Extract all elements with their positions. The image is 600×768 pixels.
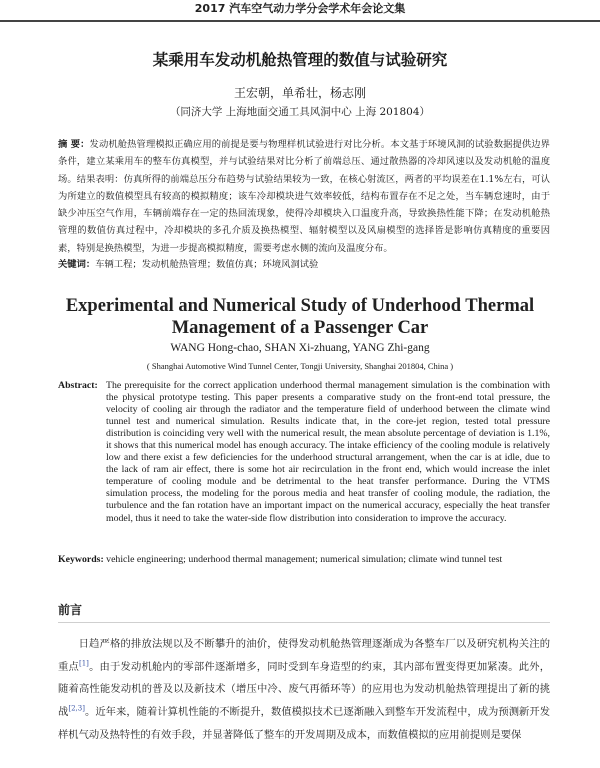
chinese-keywords-label: 关键词： [58,259,96,270]
english-abstract-label: Abstract: [58,380,98,391]
english-authors: WANG Hong-chao, SHAN Xi-zhuang, YANG Zhi-gang [170,342,430,354]
section-rule [58,622,550,623]
english-keywords-text: vehicle engineering; underhood thermal management; numerical simulation; climate wind tunnel test [106,554,503,565]
english-keywords-label: Keywords: [58,554,104,565]
english-affiliation: ( Shanghai Automotive Wind Tunnel Center, Tongji University, Shanghai 201804, China ) [146,361,454,371]
chinese-authors: 王宏朝，单希壮，杨志刚 [233,86,366,100]
section-heading-introduction: 前言 [58,603,83,617]
chinese-abstract-text: 发动机舱热管理模拟正确应用的前提是要与物理样机试验进行对比分析。本文基于环境风洞的试验数据提供边界条件，建立某乘用车的整车仿真模型，并与试验结果对比分析了前端总压、通过散热器的冷却风速以及发动机舱的温度场。结果表明：仿真所得的前端总压分布趋势与试验结果较为一致，在核心射流区，两者的平均误差在1.1%左右，可认为所建立的数值模型具有较高的模拟精度；该车冷却模块进气效率较低，结构布置存在不足之处，当车辆怠速时，由于缺少冲压空气作用，车辆前端存在一定的热回流现象，使得冷却模块入口温度升高，导致换热性能下降；在发动机舱热管理的数值仿真过程中，冷却模块的多孔介质及换热模型、辐射模型以及风扇模型的选择皆是影响仿真精度的重要因素，特别是换热模型，为进一步提高模拟精度，需要考虑水侧的流向及温度分布。 [58,139,550,254]
intro-text-part1: 日趋严格的排放法规以及不断攀升的油价，使得发动机舱热管理逐渐成为各整车厂以及研究机构关注的重点 [58,638,550,673]
intro-text-part3: 。近年来，随着计算机性能的不断提升，数值模拟技术已逐渐融入到整车开发流程中，成为预测新开发样机气动及热特性的有效手段，并显著降低了整车的开发周期及成本，而数值模拟的应用前提则是要保 [58,706,551,741]
chinese-abstract-label: 摘 要： [58,139,90,150]
english-keywords [58,554,550,566]
intro-text-part2: 。由于发动机舱内的零部件逐渐增多，同时受到车身造型的约束，其内部布置变得更加紧凑。此外，随着高性能发动机的普及以及新技术（增压中冷、废气再循环等）的应用也为发动机舱热管理提出了新的挑战 [58,660,551,719]
chinese-keywords [58,258,550,272]
introduction-paragraph [58,633,550,747]
english-abstract [58,380,550,525]
citation-link-2[interactable]: [2,3] [68,704,85,713]
citation-link-1[interactable]: [1] [78,659,89,668]
chinese-keywords-text: 车辆工程；发动机舱热管理；数值仿真；环境风洞试验 [95,259,319,270]
header-rule [0,20,600,22]
chinese-abstract [58,136,550,257]
english-abstract-text: The prerequisite for the correct application underhood thermal management simulation is the combination with the physical prototype testing. This paper presents a comparative study on the front-end total pressure, the velocity of cooling air through the radiator and the temperature field of underhood between the climate wind tunnel test and numerical simulation. Results indicate that, in the core-jet region, tested total pressure distribution is coinciding very well with the numerical result, the mean absolute percentage of deviation is 1.1%, it shows that this numerical model has enough accuracy. The intake efficiency of the cooling module is relatively low and there exist a few deficiencies for the underhood structural arrangement, when the car is at idle, due to the lack of ram air effect, there is some hot air recirculation in the front end, which would increase the inlet temperature of cooling module and be detrimental to the heat transfer performance. During the VTMS simulation process, the modeling for the porous media and heat transfer of cooling module, the radiation, the turbulence and the fan rotation have an important impact on the numerical accuracy, especially the heat transfer model, thus it need to take the water-side flow distribution into consideration to improve the accuracy. [106,380,550,524]
english-title: Experimental and Numerical Study of Underhood Thermal Management of a Passenger Car [65,296,535,338]
running-header: 2017 汽车空气动力学分会学术年会论文集 [194,2,406,15]
chinese-affiliation: （同济大学 上海地面交通工具风洞中心 上海 201804） [169,106,431,118]
chinese-title: 某乘用车发动机舱热管理的数值与试验研究 [152,51,448,69]
